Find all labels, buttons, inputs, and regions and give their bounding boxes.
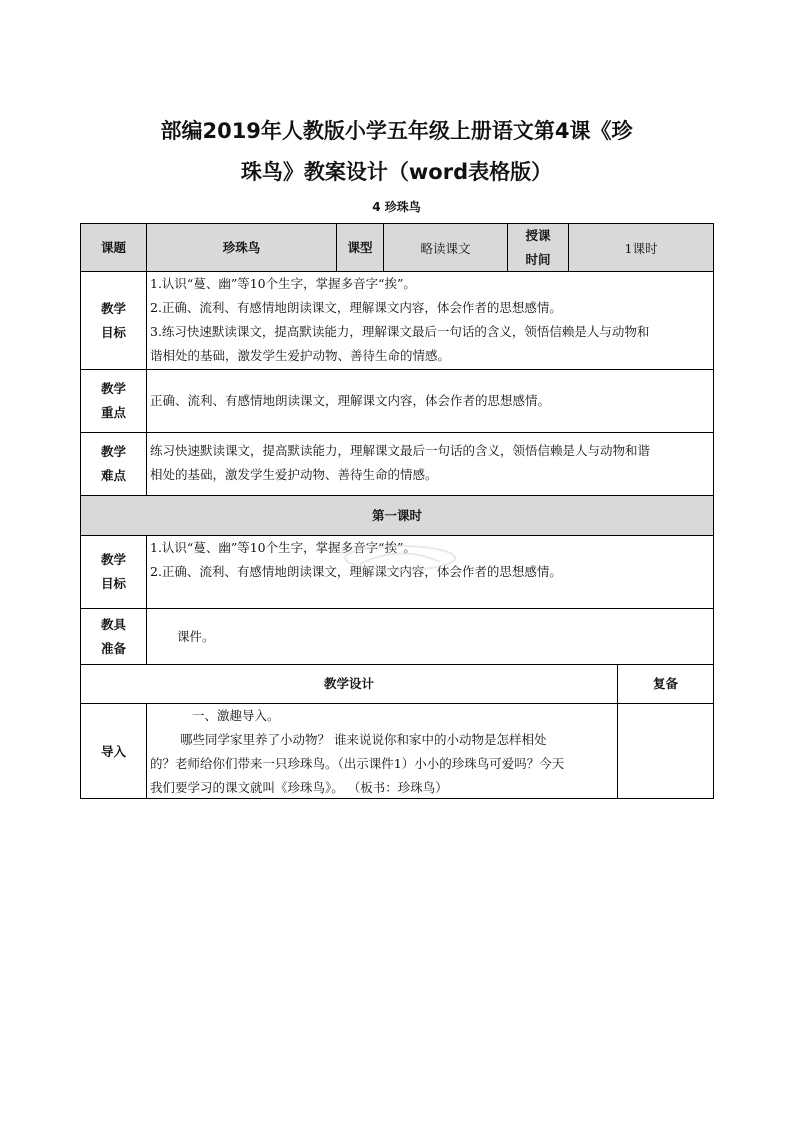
class-hours-value: 1课时 <box>624 240 658 256</box>
difficulty-line: 练习快速默读课文，提高默读能力，理解课文最后一句话的含义，领悟信赖是人与动物和谐 <box>150 443 651 458</box>
teaching-goals-content <box>147 272 713 369</box>
teaching-goals-label: 教学 目标 <box>100 300 126 340</box>
teaching-tools-content: 课件。 <box>177 628 215 644</box>
watermark-logo <box>340 540 470 580</box>
review-heading: 复备 <box>652 676 678 691</box>
key-points-label: 教学 重点 <box>100 381 126 420</box>
key-points-content: 正确、流利、有感情地朗读课文，理解课文内容，体会作者的思想感情。 <box>150 393 551 408</box>
intro-line: 的？老师给你们带来一只珍珠鸟。（出示课件1）小小的珍珠鸟可爱吗？今天 <box>150 756 565 771</box>
first-lesson-heading: 第一课时 <box>371 507 422 523</box>
goal-line: 2.正确、流利、有感情地朗读课文，理解课文内容，体会作者的思想感情。 <box>150 300 562 315</box>
lesson-goal-line: 1.认识“蔓、幽”等10个生字，掌握多音字“挨”。 <box>150 540 416 555</box>
teaching-design-heading: 教学设计 <box>323 676 374 691</box>
intro-line: 哪些同学家里养了小动物？ 谁来说说你和家中的小动物是怎样相处 <box>180 732 547 747</box>
lesson-subtitle: 4 珍珠鸟 <box>372 200 421 214</box>
course-label: 课题 <box>100 239 126 255</box>
course-title: 珍珠鸟 <box>222 239 261 255</box>
difficulties-content <box>147 433 713 495</box>
intro-line: 我们要学习的课文就叫《珍珠鸟》。 （板书：珍珠鸟） <box>150 780 448 795</box>
intro-label: 导入 <box>100 743 126 759</box>
goal-line: 1.认识“蔓、幽”等10个生字，掌握多音字“挨”。 <box>150 276 416 291</box>
lesson-type-label: 课型 <box>347 239 373 255</box>
goal-line: 谐相处的基础，激发学生爱护动物、善待生命的情感。 <box>150 348 451 363</box>
document-title-line-1: 部编2019年人教版小学五年级上册语文第4课《珍 <box>160 119 633 143</box>
lesson-type-value: 略读课文 <box>420 240 471 256</box>
intro-line: 一、激趣导入。 <box>192 708 280 723</box>
class-hours-label: 授课 时间 <box>525 227 551 267</box>
goal-line: 3.练习快速默读课文，提高默读能力，理解课文最后一句话的含义，领悟信赖是人与动物和 <box>150 324 650 339</box>
review-notes-cell <box>618 704 713 799</box>
lesson-goal-line: 2.正确、流利、有感情地朗读课文，理解课文内容，体会作者的思想感情。 <box>150 564 562 579</box>
difficulties-label: 教学 难点 <box>100 444 126 483</box>
difficulty-line: 相处的基础，激发学生爱护动物、善待生命的情感。 <box>150 467 438 482</box>
document-title-line-2: 珠鸟》教案设计（word表格版） <box>240 160 553 184</box>
intro-content <box>147 704 617 799</box>
teaching-tools-label: 教具 准备 <box>100 616 126 656</box>
lesson-goals-label: 教学 目标 <box>100 552 126 591</box>
